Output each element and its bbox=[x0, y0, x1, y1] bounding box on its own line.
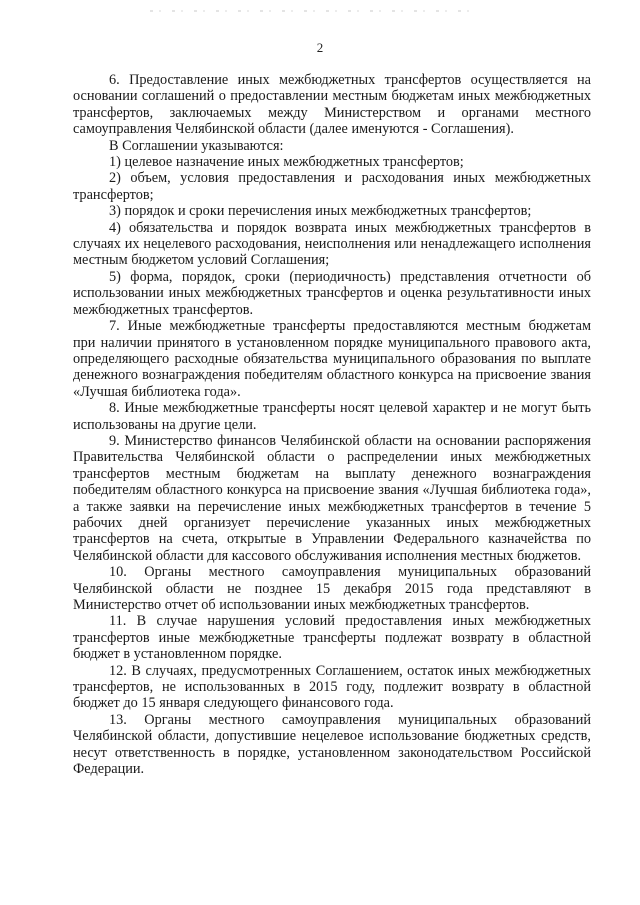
paragraph-agreement-intro: В Соглашении указываются: bbox=[109, 137, 284, 154]
paragraph-8: 8. Иные межбюджетные трансферты носят целевой характер и не могут быть использованы на другие цели. bbox=[73, 400, 591, 433]
list-item-5: 5) форма, порядок, сроки (периодичность) представления отчетности об использовании иных межбюджетных трансфертов и оценка результативности иных межбюджетных трансфертов. bbox=[73, 268, 591, 318]
list-item-2: 2) объем, условия предоставления и расходования иных межбюджетных трансфертов; bbox=[73, 170, 591, 203]
scan-artifact bbox=[150, 10, 480, 12]
list-item-4: 4) обязательства и порядок возврата иных межбюджетных трансфертов в случаях их нецелевого расходования, неисполнения или ненадлежащего исполнения местным бюджетом условий Соглашения; bbox=[73, 219, 591, 269]
document-body bbox=[73, 72, 591, 777]
paragraph-7: 7. Иные межбюджетные трансферты предоставляются местным бюджетам при наличии принятого в установленном порядке муниципального правового акта, определяющего расходные обязательства муниципального образования по выплате денежного вознаграждения победителям областного конкурса на присвоение звания «Лучшая библиотека года». bbox=[73, 318, 591, 400]
paragraph-13: 13. Органы местного самоуправления муниципальных образований Челябинской области, допустившие нецелевое использование бюджетных средств, несут ответственность в порядке, установленном законодательством Российской Федерации. bbox=[73, 711, 591, 778]
paragraph-10: 10. Органы местного самоуправления муниципальных образований Челябинской области не позднее 15 декабря 2015 года представляют в Министерство отчет об использовании иных межбюджетных трансфертов. bbox=[73, 564, 591, 613]
list-item-3: 3) порядок и сроки перечисления иных межбюджетных трансфертов; bbox=[109, 203, 532, 220]
paragraph-6: 6. Предоставление иных межбюджетных трансфертов осуществляется на основании соглашений о предоставлении местным бюджетам иных межбюджетных трансфертов, заключаемых между Министерством и органами местного самоуправления Челябинской области (далее именуются - Соглашения). bbox=[73, 72, 591, 138]
paragraph-12: 12. В случаях, предусмотренных Соглашением, остаток иных межбюджетных трансфертов, не использованных в 2015 году, подлежит возврату в областной бюджет до 15 января следующего финансового года. bbox=[73, 662, 591, 712]
list-item-1: 1) целевое назначение иных межбюджетных трансфертов; bbox=[109, 154, 464, 171]
paragraph-11: 11. В случае нарушения условий предоставления иных межбюджетных трансфертов иные межбюджетные трансферты подлежат возврату в областной бюджет в установленном порядке. bbox=[73, 613, 591, 663]
page-number: 2 bbox=[316, 40, 324, 55]
paragraph-9: 9. Министерство финансов Челябинской области на основании распоряжения Правительства Челябинской области о распределении иных межбюджетных трансфертов местным бюджетам на выплату денежного вознаграждения победителям областного конкурса на присвоение звания «Лучшая библиотека года», а также заявки на перечисление иных межбюджетных трансфертов в течение 5 рабочих дней организует перечисление указанных иных межбюджетных трансфертов на счета, открытые в Управлении Федерального казначейства по Челябинской области для кассового обслуживания исполнения местных бюджетов. bbox=[73, 432, 591, 564]
